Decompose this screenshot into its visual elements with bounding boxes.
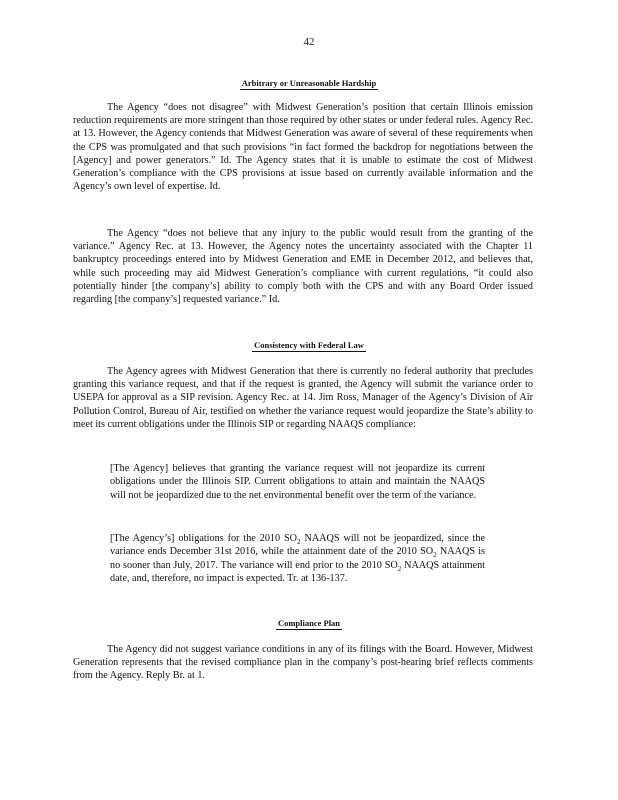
subscript-2: 2 [433,551,437,560]
paragraph-text: The Agency “does not disagree” with Midwest Generation’s position that certain Illinois emission reduction requirements are more stringent than those required by other states or under federal rules. Agency Rec. at 13. However, the Agency contends that Midwest Generation was aware of several of these requirements when the CPS was promulgated and that such provisions “in fact formed the backdrop for negotiations between the [Agency] and power generators.” Id. The Agency states that it is unable to estimate the cost of Midwest Generation’s compliance with the CPS provisions at issue based on currently available information and the Agency’s own level of expertise. Id. [73,102,533,193]
quote-text-b: NAAQS will not be jeopardized, since the variance ends December 31st 2016, while the attainment date of the 2010 SO [110,533,485,558]
subscript-2: 2 [297,538,301,547]
subscript-2: 2 [397,564,402,573]
paragraph-hardship-2 [73,227,533,306]
block-quote-1 [110,462,485,502]
paragraph-text: The Agency agrees with Midwest Generation that there is currently no federal authority that precludes granting this variance request, and that if the request is granted, the Agency will submit the variance order to USEPA for approval as a SIP revision. Agency Rec. at 14. Jim Ross, Manager of the Agency’s Division of Air Pollution Control, Bureau of Air, testified on whether the variance request would jeopardize the State’s ability to meet its current obligations under the Illinois SIP or regarding NAAQS compliance: [73,366,533,430]
paragraph-text: The Agency “does not believe that any injury to the public would result from the granting of the variance.” Agency Rec. at 13. However, the Agency notes the uncertainty associated with the Chapter 11 bankruptcy proceedings entered into by Midwest Generation and EME in December 2012, and believes that, while such proceeding may aid Midwest Generation’s compliance with current regulations, “it could also potentially hinder [the company’s] ability to comply both with the CPS and with any Board Order issued regarding [the company’s] requested variance.” Id. [73,228,533,306]
paragraph-hardship-1 [73,101,533,193]
heading-hardship-text: Arbitrary or Unreasonable Hardship [241,78,377,88]
heading-federal-text: Consistency with Federal Law [254,340,364,350]
block-quote-2 [110,532,485,586]
paragraph-compliance-1 [73,643,533,683]
quote-text: [The Agency] believes that granting the variance request will not jeopardize its current obligations under the Illinois SIP. Current obligations to attain and maintain the NAAQS will not be jeopardized due to the net environmental benefit over the term of the variance. [110,463,485,501]
paragraph-federal-1 [73,365,533,431]
heading-compliance [0,618,618,628]
quote-text-c: NAAQS is no sooner than July, 2017. The variance will end prior to the 2010 SO [110,546,486,571]
heading-hardship [0,78,618,88]
quote-text-d: NAAQS attainment date, and, therefore, no impact is expected. Tr. at 136-137. [110,559,486,585]
page-number: 42 [303,36,315,48]
quote-text-a: [The Agency’s] obligations for the 2010 SO [110,533,298,544]
heading-federal [0,340,618,350]
paragraph-text: The Agency did not suggest variance conditions in any of its filings with the Board. However, Midwest Generation represents that the revised compliance plan in the company’s post-hearing brief reflects comments from the Agency. Reply Br. at 1. [73,644,533,682]
heading-compliance-text: Compliance Plan [277,618,341,628]
